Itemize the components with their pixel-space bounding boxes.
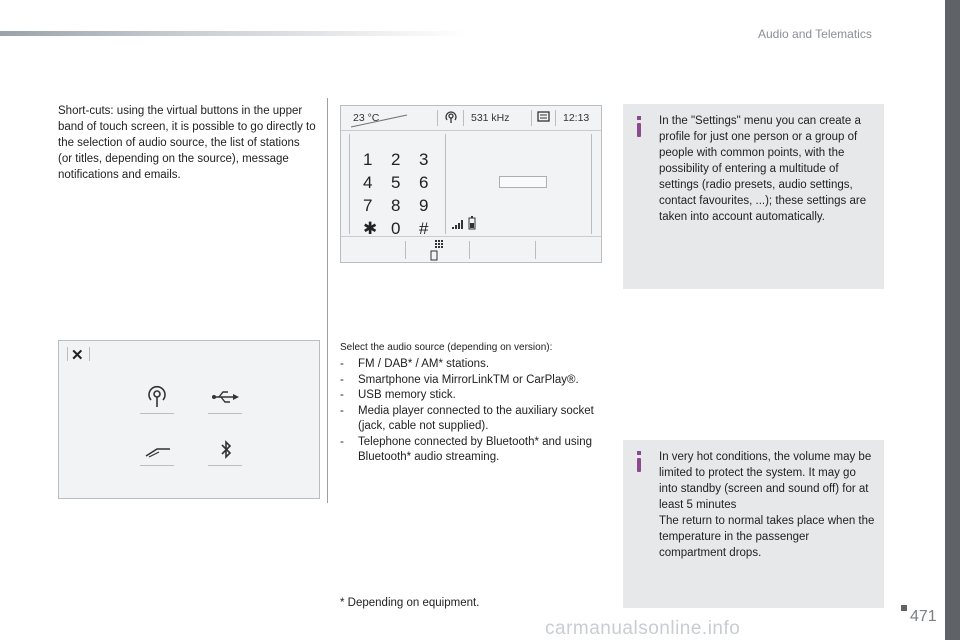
list-item: - FM / DAB* / AM* stations.	[340, 358, 490, 370]
column-divider	[327, 98, 328, 503]
info-hot-text: In very hot conditions, the volume may be limited to protect the system. It may go into standby (screen and sound off) for at least 5 minutes The return to normal takes place when the temperature in the passenger compartment drops.	[659, 451, 875, 559]
list-item: - Media player connected to the auxiliary socket (jack, cable not supplied).	[340, 404, 594, 432]
watermark: carmanualsonline.info	[545, 618, 741, 639]
aux-icon[interactable]	[143, 443, 173, 459]
intro-text: Short-cuts: using the virtual buttons in the upper band of touch screen, it is possible to go directly to the selection of audio source, the list of stations (or titles, depending on the source), message notifications and emails.	[58, 105, 316, 181]
info-box-hot	[623, 440, 884, 608]
info-settings-text: In the "Settings" menu you can create a profile for just one person or a group of people with common points, with the possibility of entering a multitude of settings (radio presets, audio settings, contact favourites, ...); these settings are taken into account automatically.	[659, 115, 867, 223]
page-marker	[901, 605, 907, 611]
dialpad-icon[interactable]	[429, 239, 447, 261]
radio-icon[interactable]	[444, 110, 458, 127]
key-4[interactable]: 4	[363, 173, 373, 192]
message-icon[interactable]	[537, 110, 551, 127]
signal-icon	[451, 218, 465, 230]
footnote: * Depending on equipment.	[340, 597, 480, 609]
battery-icon	[468, 216, 476, 230]
key-0[interactable]: 0	[391, 219, 401, 238]
page-number: 471	[910, 608, 937, 625]
info-icon	[637, 451, 641, 455]
phone-screen	[340, 105, 602, 263]
temperature: 23 °C	[353, 112, 380, 124]
key-3[interactable]: 3	[419, 150, 429, 169]
clock: 12:13	[563, 112, 590, 124]
key-hash[interactable]: #	[419, 219, 429, 238]
info-box-settings	[623, 104, 884, 289]
key-star[interactable]: ✱	[363, 219, 378, 238]
key-7[interactable]: 7	[363, 196, 373, 215]
dial-keypad[interactable]	[363, 148, 447, 240]
source-list-heading: Select the audio source (depending on version):	[340, 342, 553, 353]
dial-number-field[interactable]	[499, 176, 547, 188]
header-bar	[0, 31, 470, 36]
source-screen	[58, 340, 320, 499]
key-5[interactable]: 5	[391, 173, 401, 192]
info-icon	[637, 116, 641, 120]
list-item: - Telephone connected by Bluetooth* and using Bluetooth* audio streaming.	[340, 435, 593, 463]
callout-line	[349, 114, 409, 128]
page-edge-strip	[945, 0, 960, 640]
section-title: Audio and Telematics	[758, 27, 872, 41]
key-2[interactable]: 2	[391, 150, 401, 169]
key-9[interactable]: 9	[419, 196, 429, 215]
key-8[interactable]: 8	[391, 196, 401, 215]
bluetooth-icon[interactable]	[219, 439, 233, 461]
source-list	[340, 341, 602, 466]
radio-icon[interactable]	[146, 385, 168, 409]
frequency: 531 kHz	[471, 112, 510, 124]
bottom-bar	[341, 236, 601, 263]
key-6[interactable]: 6	[419, 173, 429, 192]
list-item: - USB memory stick.	[340, 389, 456, 401]
list-item: - Smartphone via MirrorLinkTM or CarPlay®.	[340, 373, 579, 386]
key-1[interactable]: 1	[363, 150, 373, 169]
usb-icon[interactable]	[211, 389, 241, 405]
close-icon[interactable]: ✕	[71, 347, 84, 364]
